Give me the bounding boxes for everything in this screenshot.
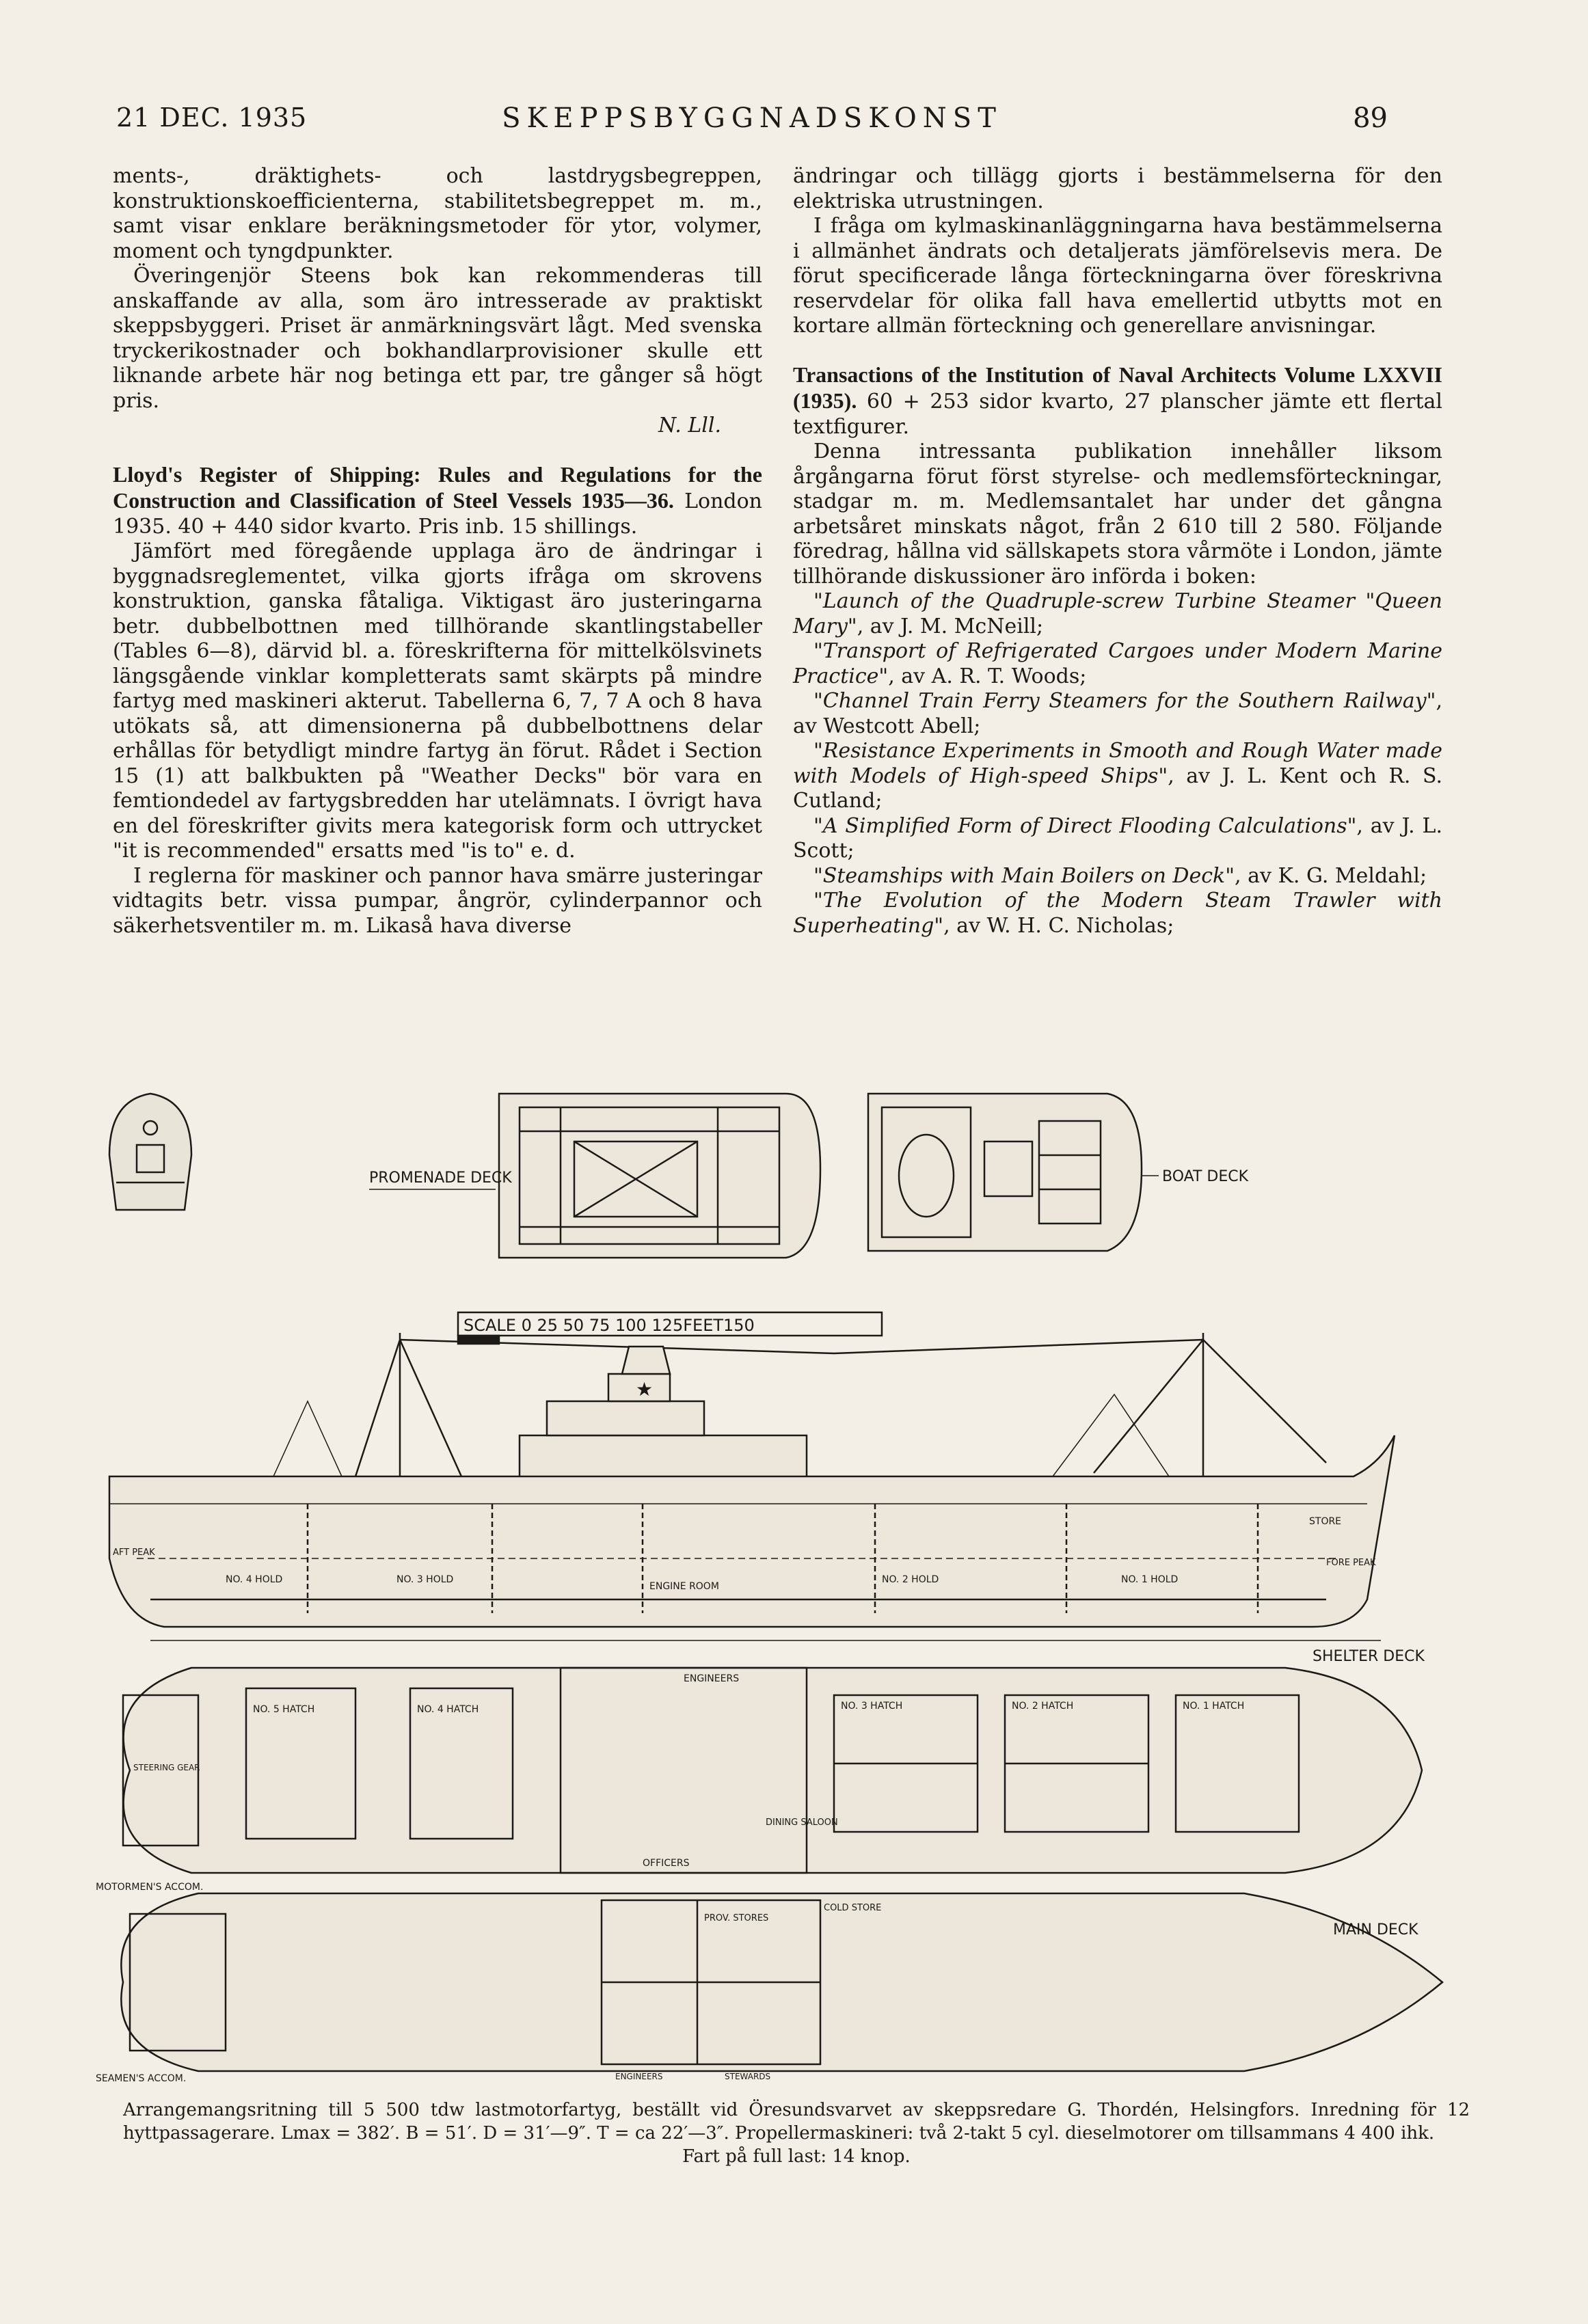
scale-label: SCALE 0 25 50 75 100 125FEET150 [463, 1316, 755, 1335]
hatch-4-label: NO. 4 HATCH [417, 1704, 479, 1715]
caption-speed: Fart på full last: 14 knop. [682, 2146, 911, 2167]
review-signature: N. Lll. [658, 414, 721, 437]
reference-author: , av K. G. Meldahl; [1235, 863, 1427, 888]
review-title: Lloyd's Register of Shipping: Rules and Regulations for the Construction and Classification of Steel Vessels 1935—36. [113, 461, 762, 513]
page-number: 89 [1353, 103, 1388, 134]
hatch-2-label: NO. 2 HATCH [1012, 1701, 1074, 1712]
reference-item [793, 889, 1442, 938]
hatch-3-label: NO. 3 HATCH [841, 1701, 903, 1712]
main-deck-plan [121, 1893, 1442, 2081]
stewards-label: STEWARDS [725, 2072, 771, 2081]
reference-item [793, 864, 1442, 889]
reference-item [793, 814, 1442, 864]
shelter-deck-label: SHELTER DECK [1313, 1648, 1425, 1665]
paragraph: ments-, dräktighets- och lastdrygsbegreppen, konstruktionskoefficienterna, stabilitetsbegreppet m. m., samt visar enklare beräkningsmetoder för ytor, volymer, moment och tyngdpunkter. [113, 164, 762, 263]
issue-date: 21 DEC. 1935 [116, 103, 308, 133]
caption-text: Arrangemangsritning till 5 500 tdw lastmotorfartyg, beställt vid Öresundsvarvet av skeppsredare G. Thordén, Helsingfors. Inredning för 12 hyttpassagerare. Lmax = 382′. B = 51′. D = 31′—9″. T = ca 22′—3″. Propellermaskineri: två 2-takt 5 cyl. dieselmotorer om tillsammans 4 400 ihk. [123, 2100, 1470, 2144]
bow-section-view [109, 1094, 191, 1210]
review-meta: 60 + 253 sidor kvarto, 27 planscher jämte ett flertal textfigurer. [793, 390, 1442, 439]
reference-title: "A Simplified Form of Direct Flooding Calculations" [813, 813, 1357, 838]
reference-author: , av A. R. T. Woods; [888, 664, 1087, 688]
hatch-1-label: NO. 1 HATCH [1183, 1701, 1245, 1712]
review-title: Transactions of the Institution of Naval Architects Volume LXXVII (1935). [793, 362, 1442, 413]
ship-arrangement-drawing [82, 1080, 1449, 2085]
reference-item [793, 739, 1442, 814]
shelter-deck-plan [123, 1668, 1422, 1873]
left-column [113, 164, 762, 938]
officers-label: OFFICERS [643, 1858, 690, 1869]
paragraph: Jämfört med föregående upplaga äro de ändringar i byggnadsreglementet, vilka gjorts ifråga om skrovens konstruktion, ganska fåtaliga. Viktigast äro justeringarna betr. dubbelbottnen med tillhörande skantlingstabeller (Tables 6—8), därvid bl. a. föreskrifterna för mittelkölsvinets längsgående vinklar kompletterats samt skärpts på mindre fartyg med maskineri akterut. Tabellerna 6, 7, 7 A och 8 hava utökats så, att dimensionerna på dubbelbottnens delar erhållas för betydligt mindre fartyg än förut. Rådet i Section 15 (1) att balkbukten på "Weather Decks" bör vara en femtiondedel av fartygsbredden har utelämnats. I övrigt hava en del föreskrifter givits mera kategorisk form och uttrycket "it is recommended" ersatts med "is to" e. d. [113, 539, 762, 863]
ship-profile [109, 1333, 1395, 1640]
promenade-deck-label: PROMENADE DECK [369, 1170, 512, 1187]
reference-title: "Launch of the Quadruple-screw Turbine Steamer "Queen Mary" [793, 589, 1442, 638]
reference-item [793, 689, 1442, 739]
engine-room-label: ENGINE ROOM [649, 1581, 719, 1592]
page-header [96, 103, 1408, 144]
cold-store-label: COLD STORE [824, 1903, 882, 1913]
boat-deck-label: BOAT DECK [1162, 1168, 1249, 1185]
paragraph: ändringar och tillägg gjorts i bestämmelserna för den elektriska utrustningen. [793, 164, 1442, 213]
reference-title: "Transport of Refrigerated Cargoes under Modern Marine Practice" [793, 639, 1442, 688]
hold-3-label: NO. 3 HOLD [396, 1574, 454, 1585]
journal-title: SKEPPSBYGGNADSKONST [502, 103, 1002, 134]
dining-saloon-label: DINING SALOON [766, 1818, 838, 1828]
paragraph: I reglerna för maskiner och pannor hava smärre justeringar vidtagits betr. vissa pumpar, ångrör, cylinderpannor och säkerhetsventiler m. m. Likaså hava diverse [113, 863, 762, 938]
paragraph: Denna intressanta publikation innehåller liksom årgångarna förut först styrelse- och medlemsförteckningar, stadgar m. m. Medlemsantalet har under det gångna arbetsåret minskats något, från 2 610 till 2 580. Följande föredrag, hållna vid sällskapets stora vårmöte i London, jämte tillhörande diskussioner äro införda i boken: [793, 440, 1442, 589]
reference-title: "The Evolution of the Modern Steam Trawler with Superheating" [793, 889, 1442, 938]
paragraph: Överingenjör Steens bok kan rekommenderas till anskaffande av alla, som äro intresserade av praktiskt skeppsbyggeri. Priset är anmärkningsvärt lågt. Med svenska tryckerikostnader och bokhandlarprovisioner skulle ett liknande arbete här nog betinga ett par, tre gånger så högt pris. [113, 264, 762, 413]
reference-item [793, 639, 1442, 689]
reference-author: , av J. M. McNeill; [857, 614, 1044, 638]
hold-4-label: NO. 4 HOLD [226, 1574, 283, 1585]
reference-author: , av J. L. Scott; [793, 813, 1442, 863]
main-deck-label: MAIN DECK [1333, 1921, 1418, 1938]
hold-1-label: NO. 1 HOLD [1121, 1574, 1179, 1585]
motormens-accom-label: MOTORMEN'S ACCOM. [96, 1882, 204, 1893]
reference-author: , av Westcott Abell; [793, 689, 1442, 738]
fore-peak-label: FORE PEAK [1326, 1558, 1376, 1568]
reference-title: "Resistance Experiments in Smooth and Rough Water made with Models of High-speed Ships" [793, 739, 1442, 788]
hatch-5-label: NO. 5 HATCH [253, 1704, 315, 1715]
steering-gear-label: STEERING GEAR [133, 1763, 200, 1772]
svg-text:★: ★ [636, 1378, 654, 1401]
reference-title: "Channel Train Ferry Steamers for the Southern Railway" [813, 689, 1436, 713]
paragraph: I fråga om kylmaskinanläggningarna hava bestämmelserna i allmänhet ändrats och detaljerats jämförelsevis mera. De förut specificerade långa förteckningarna över föreskrivna reservdelar för olika fall hava emellertid utbytts mot en kortare allmän förteckning och generellare anvisningar. [793, 214, 1442, 338]
store-label: STORE [1309, 1516, 1342, 1527]
reference-item [793, 589, 1442, 639]
review-heading [793, 362, 1442, 440]
boat-deck-plan [868, 1094, 1142, 1251]
figure-caption [123, 2098, 1470, 2168]
hold-2-label: NO. 2 HOLD [882, 1574, 939, 1585]
engineers-label-2: ENGINEERS [615, 2072, 663, 2081]
reference-author: , av J. L. Kent och R. S. Cutland; [793, 764, 1442, 813]
review-heading [113, 462, 762, 540]
scale-bar [458, 1312, 882, 1344]
reference-title: "Steamships with Main Boilers on Deck" [813, 863, 1235, 888]
prov-stores-label: PROV. STORES [704, 1913, 769, 1923]
aft-peak-label: AFT PEAK [113, 1548, 155, 1558]
reference-author: , av W. H. C. Nicholas; [943, 913, 1174, 938]
engineers-label: ENGINEERS [684, 1673, 740, 1684]
promenade-deck-plan [499, 1094, 820, 1258]
right-column [793, 164, 1442, 938]
review-meta: London 1935. 40 + 440 sidor kvarto. Pris inb. 15 shillings. [113, 489, 762, 539]
seamens-accom-label: SEAMEN'S ACCOM. [96, 2073, 187, 2084]
